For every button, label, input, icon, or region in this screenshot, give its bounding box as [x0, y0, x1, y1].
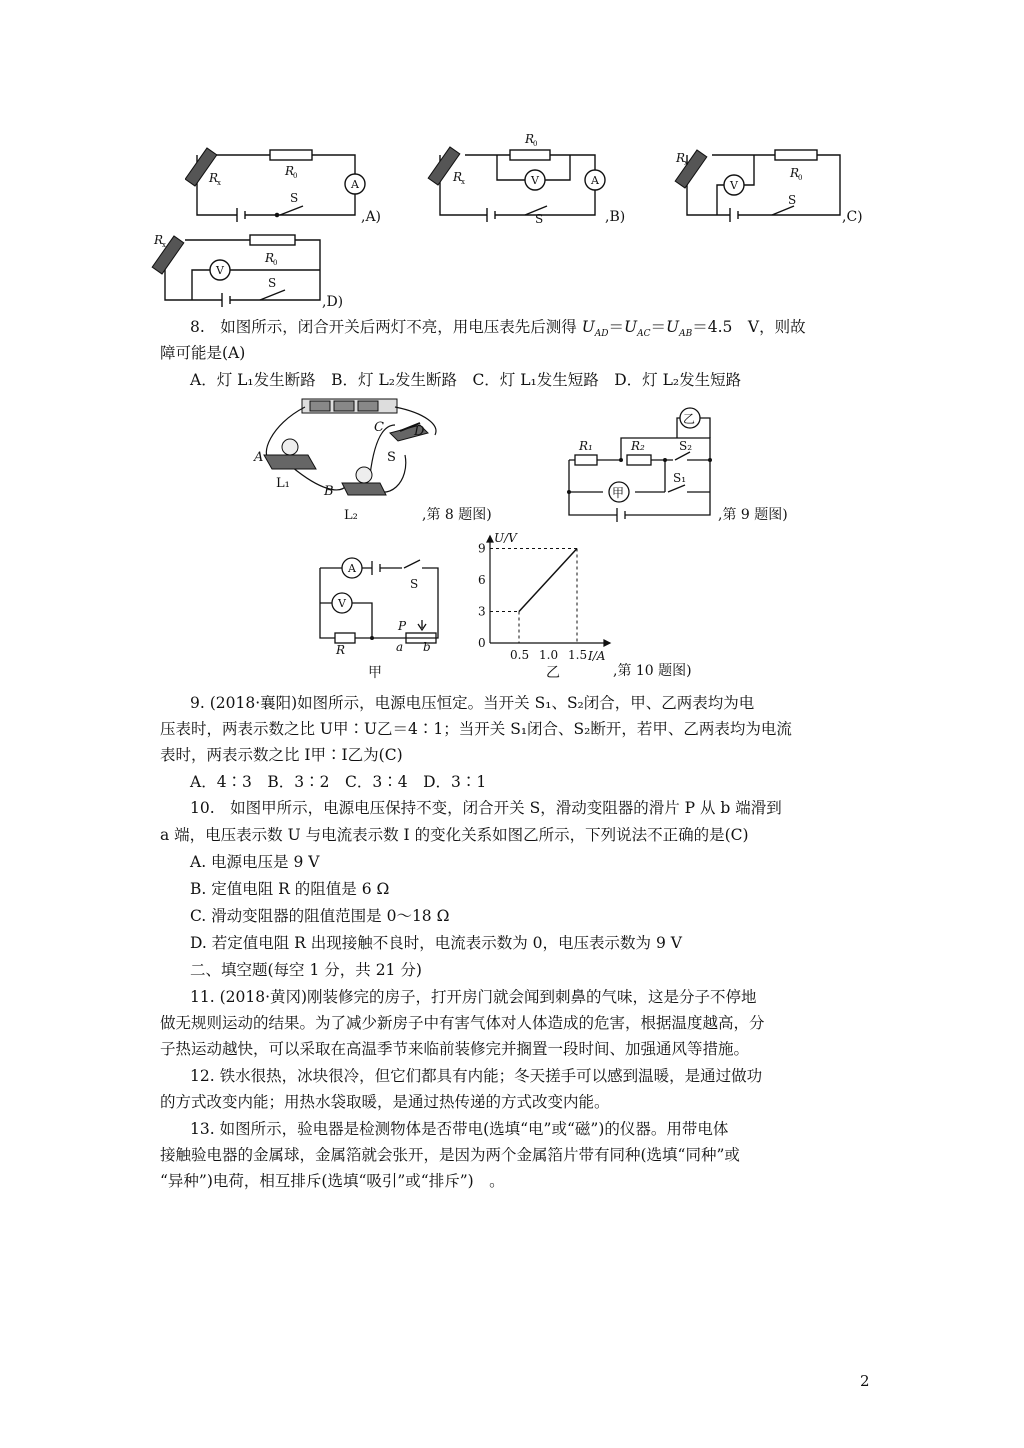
q11-line2: 做无规则运动的结果。为了减少新房子中有害气体对人体造成的危害，根据温度越高，分	[160, 1014, 765, 1032]
svg-text:V: V	[216, 264, 224, 277]
q8-line2: 障可能是(A)	[160, 344, 246, 362]
x-tick-label: 1.0	[539, 648, 559, 662]
q10-circuit	[310, 548, 445, 658]
circuit-option-c	[672, 140, 877, 230]
q8-options: A．灯 L₁发生断路 B．灯 L₂发生断路 C．灯 L₁发生短路 D．灯 L₂发生短路	[190, 371, 742, 389]
svg-text:R: R	[453, 170, 463, 184]
svg-text:R: R	[265, 251, 275, 265]
q8-line1: 8. 如图所示，闭合开关后两灯不亮，用电压表先后测得 $U_{AD}=U_{AC}=U_{AB}=4.5$ V，则故	[190, 318, 806, 340]
svg-text:S₁: S₁	[673, 471, 687, 485]
q10-line1: 10. 如图甲所示，电源电压保持不变，闭合开关 S，滑动变阻器的滑片 P 从 b 端滑到	[190, 799, 782, 817]
q10-option-c: C. 滑动变阻器的阻值范围是 0～18 Ω	[190, 907, 450, 925]
lamp-base-l2	[342, 483, 386, 495]
q9-options: A．4∶3 B．3∶2 C．3∶4 D．3∶1	[190, 773, 487, 791]
ammeter-label: A	[348, 562, 356, 575]
bulb-icon	[282, 439, 298, 455]
svg-text:x: x	[461, 178, 465, 186]
meter-jia-label: 甲	[612, 486, 625, 500]
svg-text:0: 0	[533, 140, 538, 148]
ammeter-label: A	[591, 174, 599, 187]
page-number: 2	[860, 1372, 870, 1390]
q13-line1: 13. 如图所示，验电器是检测物体是否带电(选填“电”或“磁”)的仪器。用带电体	[190, 1120, 729, 1138]
switch-label: S	[290, 191, 299, 205]
y-axis-label: U/V	[494, 531, 517, 545]
y-tick-label: 0	[478, 636, 486, 650]
q9-figure	[555, 400, 725, 525]
svg-text:P: P	[398, 619, 407, 633]
svg-text:R: R	[336, 643, 346, 657]
svg-text:0: 0	[273, 259, 278, 267]
q13-line3: “异种”)电荷，相互排斥(选填“吸引”或“排斥”) 。	[160, 1172, 505, 1190]
svg-text:D: D	[414, 424, 425, 439]
q10-caption: ,第 10 题图)	[613, 663, 692, 679]
series-line	[519, 549, 577, 612]
svg-text:x: x	[684, 159, 688, 167]
svg-text:S: S	[387, 450, 396, 465]
svg-text:S: S	[410, 577, 419, 591]
svg-text:R: R	[676, 151, 686, 165]
svg-text:S: S	[268, 276, 277, 290]
q8-caption: ,第 8 题图)	[422, 507, 492, 523]
svg-text:0: 0	[798, 174, 803, 182]
svg-text:R: R	[790, 166, 800, 180]
x-axis-label: I/A	[588, 649, 606, 663]
q11-line1: 11. (2018·黄冈)刚装修完的房子，打开房门就会闻到刺鼻的气味，这是分子不停地	[190, 988, 757, 1006]
svg-text:R₁: R₁	[579, 439, 593, 453]
q9-line2: 压表时，两表示数之比 U甲∶U乙＝4∶1；当开关 S₁闭合、S₂断开，若甲、乙两表均为电流	[160, 720, 792, 738]
q12-line1: 12. 铁水很热，冰块很冷，但它们都具有内能；冬天搓手可以感到温暖，是通过做功	[190, 1067, 763, 1085]
svg-text:R: R	[154, 233, 164, 247]
svg-text:R₂: R₂	[631, 439, 645, 453]
lamp-base-l1	[264, 455, 316, 469]
option-tag: ,C)	[842, 209, 863, 225]
svg-text:V: V	[730, 179, 738, 192]
option-tag: ,D)	[322, 294, 344, 310]
q9-caption: ,第 9 题图)	[718, 507, 788, 523]
meter-yi-label: 乙	[683, 412, 696, 426]
x-tick-label: 0.5	[510, 648, 530, 662]
svg-text:L₁: L₁	[276, 476, 290, 491]
q10-option-a: A. 电源电压是 9 V	[190, 853, 320, 871]
q12-line2: 的方式改变内能；用热水袋取暖，是通过热传递的方式改变内能。	[160, 1093, 610, 1111]
y-tick-label: 6	[478, 573, 486, 587]
svg-text:S: S	[535, 212, 544, 226]
svg-text:a: a	[396, 640, 404, 654]
q10-option-d: D. 若定值电阻 R 出现接触不良时，电流表示数为 0，电压表示数为 9 V	[190, 934, 682, 952]
voltmeter-label: V	[338, 597, 346, 610]
ammeter-label: A	[351, 178, 359, 191]
voltmeter-label: V	[531, 174, 539, 187]
svg-text:x: x	[162, 241, 166, 249]
y-tick-label: 9	[478, 541, 486, 556]
circuit-option-a	[185, 140, 405, 230]
q10-ui-chart	[470, 528, 620, 673]
rx-label: R	[209, 171, 219, 185]
label-jia: 甲	[368, 665, 382, 681]
option-tag: ,B)	[605, 209, 626, 225]
bulb-icon	[356, 467, 372, 483]
svg-text:L₂: L₂	[344, 508, 358, 523]
svg-text:R: R	[525, 132, 535, 146]
svg-text:x: x	[217, 179, 221, 187]
q9-line3: 表时，两表示数之比 I甲∶I乙为(C)	[160, 746, 403, 764]
svg-text:A: A	[254, 450, 264, 465]
svg-text:S₂: S₂	[679, 439, 693, 453]
y-tick-label: 3	[478, 604, 486, 619]
q9-line1: 9. (2018·襄阳)如图所示，电源电压恒定。当开关 S₁、S₂闭合，甲、乙两表均为电	[190, 694, 755, 712]
q11-line3: 子热运动越快，可以采取在高温季节来临前装修完并搁置一段时间、加强通风等措施。	[160, 1040, 750, 1058]
svg-text:B: B	[324, 484, 334, 499]
svg-text:C: C	[374, 420, 384, 435]
svg-text:S: S	[788, 193, 797, 207]
svg-text:b: b	[423, 640, 431, 654]
label-yi: 乙	[546, 665, 560, 681]
q10-option-b: B. 定值电阻 R 的阻值是 6 Ω	[190, 880, 390, 898]
q10-line2: a 端，电压表示数 U 与电流表示数 I 的变化关系如图乙所示，下列说法不正确的是(C)	[160, 826, 749, 844]
circuit-option-b	[425, 125, 655, 230]
svg-text:0: 0	[293, 172, 298, 180]
option-tag: ,A)	[361, 209, 382, 225]
q13-line2: 接触验电器的金属球，金属箔就会张开，是因为两个金属箔片带有同种(选填“同种”或	[160, 1146, 740, 1164]
section-2-heading: 二、填空题(每空 1 分，共 21 分)	[190, 961, 422, 979]
x-tick-label: 1.5	[568, 648, 588, 662]
circuit-option-d	[150, 230, 360, 310]
r0-label: R	[285, 164, 295, 178]
